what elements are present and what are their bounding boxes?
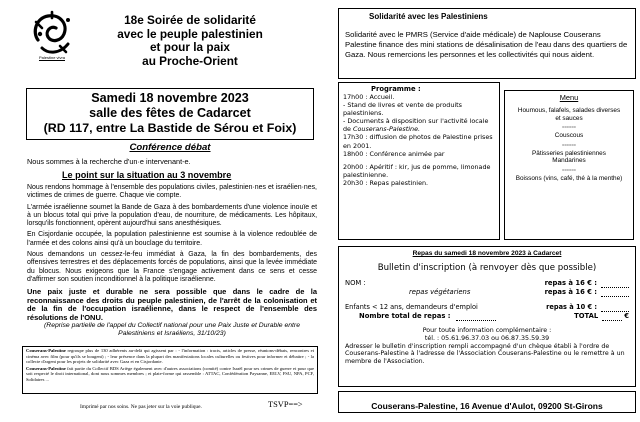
solidarity-box — [338, 8, 636, 79]
peace-statement: Une paix juste et durable ne sera possible que dans le cadre de la reconnaissance des droits du peuple palestinien, de l'arrêt de la colonisation et de la fin de l'occupation israélienne, dans le respect de l'ensemble des résolutions de l'ONU. — [27, 287, 317, 322]
send-instructions: Adresser le bulletin d'inscription rempli accompagné d'un chèque établi à l'ordre de Couserans-Palestine à l'adresse de l'Association Couserans-Palestine ou le remettre à un membre de l'Association. — [345, 342, 625, 366]
association-name: Couserans-Palestine — [26, 365, 66, 371]
event-title-line: 18e Soirée de solidarité — [124, 13, 256, 27]
programme-item: 17h00 : Accueil. — [343, 93, 395, 101]
programme-item: 20h30 : Repas palestinien. — [343, 178, 429, 187]
name-label: NOM : — [345, 279, 366, 287]
euro-sign: € — [624, 312, 629, 320]
vegetarian-label: repas végétariens — [409, 288, 471, 296]
programme-box — [338, 82, 500, 240]
total-row — [345, 312, 629, 321]
programme-item: 17h30 : diffusion de photos de Palestine prises en 2001. — [343, 133, 493, 150]
association-note — [26, 348, 314, 365]
paragraph: L'armée israélienne soumet la Bande de Gaza à des bombardements d'une violence inouïe et à un blocus total qui prive la population d'eau, de nourriture, de médicaments. Les hôpitaux, lorsqu'ils fonctionnent, opèrent aujourd'hui sans anesthésiques. — [27, 203, 317, 228]
event-title-line: et pour la paix — [150, 40, 230, 55]
association-note — [26, 366, 314, 383]
logo — [30, 10, 74, 62]
total-label: TOTAL — [574, 312, 599, 320]
registration-form-box — [338, 246, 636, 387]
form-header: Repas du samedi 18 novembre 2023 à Cadarcet — [412, 250, 562, 257]
programme-list — [343, 93, 495, 187]
programme-item: 20h00 : Apéritif : kir, jus de pomme, limonade palestinienne. — [343, 162, 491, 179]
children-row — [345, 303, 629, 312]
event-title-line: avec le peuple palestinien — [117, 26, 263, 41]
meal-price-label: repas à 16 € : — [544, 279, 597, 287]
association-address-box — [338, 391, 636, 413]
children-label: Enfants < 12 ans, demandeurs d'emploi — [345, 303, 478, 311]
event-title — [86, 14, 294, 68]
total-meals-field[interactable] — [456, 312, 496, 321]
venue-line: salle des fêtes de Cadarcet — [89, 106, 251, 120]
association-text: fait partie du Collectif BDS Ariège également avec d'autres associations (comité) contre Israël pour ses crimes de guerre et pour que soit respecté le droit international, dont nous sommes membres ; et plate-forme qui rassemble : ATTAC, Confédération Paysanne, EELV, FSU, NPA, PCF, Solidaires ... — [26, 365, 314, 382]
speaker-search-text: Nous sommes à la recherche d'un·e intervenant-e. — [27, 157, 191, 166]
reduced-count-field[interactable] — [601, 303, 629, 312]
menu-separator: ====== — [561, 166, 576, 172]
programme-item — [343, 117, 495, 133]
info-line: Pour toute information complémentaire : — [422, 327, 552, 334]
paragraph: En Cisjordanie occupée, la population palestinienne est soumise à la violence redoublée de l'armée et des colons ainsi qu'à un bouclage du territoire. — [27, 231, 317, 247]
meal-count-field[interactable] — [601, 279, 629, 288]
meal-price-label: repas à 16 € : — [544, 288, 597, 296]
total-meals-label: Nombre total de repas : — [359, 312, 451, 320]
association-text: regroupe plus de 130 adhérents au-delà qui agissent par : - l'information : tracts, articles de presse, réunions-débats, rencontres et cinéma avec film (pour qu'ils se bougent) ; - leur présence dans la plupart des manifestations locales culturelles ou festives pour informer et débattre ; - la collecte d'argent pour les projets de solidarité avec Gaza et en Cisjordanie. — [26, 348, 314, 365]
association-name: Couserans-Palestine — [26, 348, 66, 353]
print-notice: Imprimé par nos soins. Ne pas jeter sur la voie publique. — [80, 404, 202, 410]
name-row — [345, 279, 629, 288]
situation-heading: Le point sur la situation au 3 novembre — [62, 170, 232, 180]
menu-item: Houmous, falafels, salades diverses et sauces — [517, 107, 621, 122]
menu-item: Boissons (vins, café, thé à la menthe) — [515, 174, 623, 182]
logo-caption: Palestine vivra — [38, 55, 65, 60]
turn-page-indicator: TSVP==> — [268, 400, 303, 409]
programme-item: 18h00 : Conférence animée par — [343, 149, 445, 158]
programme-title: Programme : — [371, 85, 421, 93]
form-title: Bulletin d'inscription (à renvoyer dès que possible) — [377, 263, 597, 273]
situation-body — [27, 184, 317, 284]
paragraph: Nous rendons hommage à l'ensemble des populations civiles, palestinien·nes et israélien·nes, victimes de crimes de guerre. Chaque vie compte. — [27, 184, 317, 200]
event-title-line: au Proche-Orient — [142, 53, 238, 68]
conference-heading: Conférence débat — [129, 142, 211, 153]
reduced-price-label: repas à 10 € : — [546, 303, 597, 311]
association-address: Couserans-Palestine, 16 Avenue d'Aulot, 09200 St-Girons — [371, 401, 603, 411]
menu-title: Menu — [559, 93, 579, 102]
total-amount-field[interactable] — [602, 312, 622, 321]
venue-address: (RD 117, entre La Bastide de Sérou et Foix) — [43, 121, 297, 135]
programme-italic: Couserans-Palestine. — [353, 125, 421, 134]
solidarity-text: Solidarité avec le PMRS (Service d'aide médicale) de Naplouse Couserans Palestine finance des mini stations de désalinisation de l'eau dans des quartiers de Gaza. Nous remercions les personnes et les collectivités qui nous aident. — [345, 30, 628, 59]
date-venue-box — [26, 88, 314, 140]
programme-text: - Documents à disposition sur l'activité locale de — [343, 117, 489, 134]
menu-item: Couscous — [554, 132, 584, 140]
menu-item: Pâtisseries palestiniennes Mandarines — [532, 149, 606, 165]
calligraphy-logo-icon — [30, 10, 74, 56]
association-note-box — [22, 346, 318, 394]
menu-separator: ====== — [561, 124, 576, 130]
phone-numbers: tél. : 05.61.96.37.03 ou 06.87.35.59.39 — [424, 334, 550, 342]
programme-item: - Stand de livres et vente de produits palestiniens. — [343, 101, 462, 118]
paragraph: Nous demandons un cessez-le-feu immédiat à Gaza, la fin des bombardements, des offensives terrestres et des déplacements forcés de populations, ainsi que la levée immédiate du blocus. Nous exigeons que la France s'engage activement dans ce sens et cesse d'affirmer son soutien inconditionnel à la politique israélienne. — [27, 251, 317, 283]
reprise-note: (Reprise partielle de l'appel du Collectif national pour une Paix Juste et Durable entre Palestiniens et Israéliens, 31/10/23) — [44, 322, 300, 337]
solidarity-title: Solidarité avec les Palestiniens — [369, 12, 488, 21]
vegetarian-row — [345, 288, 629, 297]
vegetarian-count-field[interactable] — [601, 288, 629, 297]
event-date: Samedi 18 novembre 2023 — [91, 91, 249, 105]
menu-box — [504, 90, 634, 240]
menu-separator: ====== — [561, 141, 576, 147]
